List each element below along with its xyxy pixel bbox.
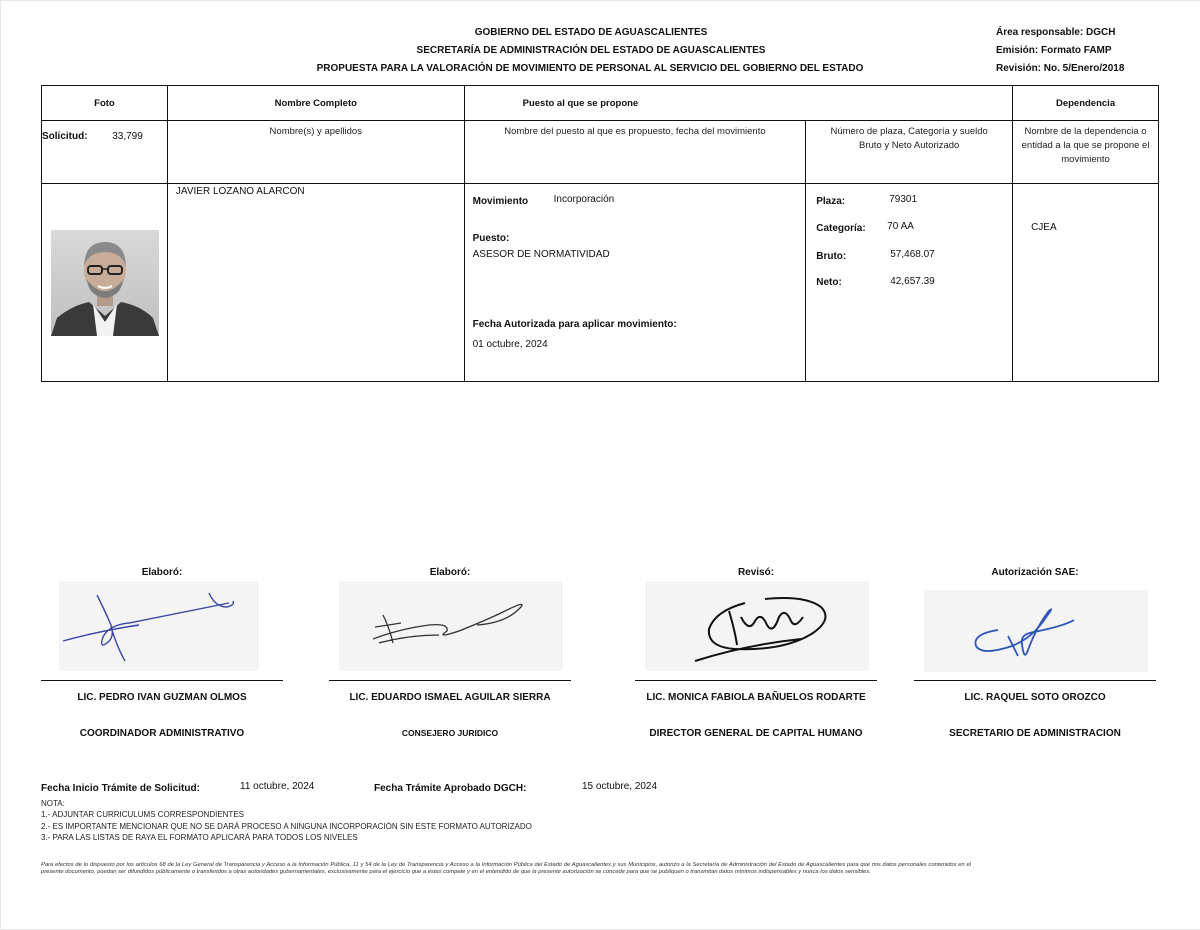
- sig4-role: SECRETARIO DE ADMINISTRACION: [949, 728, 1121, 739]
- header-line-1: GOBIERNO DEL ESTADO DE AGUASCALIENTES: [474, 27, 708, 38]
- sig2-line: [329, 680, 571, 681]
- categoria-label: Categoría:: [816, 223, 866, 234]
- header-line-3: PROPUESTA PARA LA VALORACIÓN DE MOVIMIENTO DE PERSONAL AL SERVICIO DEL GOBIERNO DEL ESTADO: [316, 63, 864, 74]
- sig3-role: DIRECTOR GENERAL DE CAPITAL HUMANO: [649, 728, 863, 739]
- fecha-inicio-value: 11 octubre, 2024: [240, 781, 315, 792]
- plaza-cell: [806, 184, 1013, 382]
- fecha-autorizada-label: Fecha Autorizada para aplicar movimiento:: [472, 319, 677, 330]
- sig1-line: [41, 680, 283, 681]
- sig1-role: COORDINADOR ADMINISTRATIVO: [79, 728, 245, 739]
- sub-puesto: Nombre del puesto al que es propuesto, fecha del movimiento: [464, 121, 806, 184]
- fecha-inicio-label: Fecha Inicio Trámite de Solicitud:: [41, 783, 200, 794]
- notes-title: NOTA:: [41, 799, 65, 808]
- revision: Revisión: No. 5/Enero/2018: [996, 63, 1125, 74]
- col-foto: Foto: [42, 86, 168, 121]
- sig1-title: Elaboró:: [141, 567, 183, 578]
- emision: Emisión: Formato FAMP: [996, 45, 1112, 56]
- categoria-value: 70 AA: [887, 221, 914, 232]
- sub-dependencia: Nombre de la dependencia o entidad a la que se propone el movimiento: [1013, 121, 1159, 184]
- fecha-aprobado-label: Fecha Trámite Aprobado DGCH:: [374, 783, 527, 794]
- sub-plaza: Número de plaza, Categoría y sueldo Bruto y Neto Autorizado: [806, 121, 1013, 184]
- sig2-role: CONSEJERO JURIDICO: [401, 728, 499, 738]
- plaza-value: 79301: [889, 194, 918, 205]
- sig4-box: [924, 590, 1148, 672]
- proposal-table: [41, 85, 1159, 382]
- signature-3-icon: [645, 581, 869, 671]
- solicitud-value: 33,799: [112, 131, 143, 142]
- sig3-box: [645, 581, 869, 671]
- note-item: 2.- ES IMPORTANTE MENCIONAR QUE NO SE DARÁ PROCESO A NINGUNA INCORPORACIÓN SIN ESTE FORMATO AUTORIZADO: [41, 822, 532, 831]
- bruto-label: Bruto:: [816, 251, 847, 262]
- solicitud-cell: [42, 121, 168, 184]
- legal-text: Para efectos de lo dispuesto por los artículos 68 de la Ley General de Transparencia y Acceso a la Información Pública, 11 y 54 de la Ley de Transparencia y Acceso a la Información Pública del Estado de Aguascalientes y sus Municipios, autorizo a la Secretaría de Administración del Estado de Aguascalientes para que mis datos personales contenidos en el presente documento, puedan ser difundidos públicamente o transferidos a otras autoridades gubernamentales, exclusivamente para el ejercicio que a éstas compete y en el entendido de que la presente autorización se concede para que se publiquen o transmitan datos mínimos indispensables y nunca los datos sensibles.: [41, 862, 971, 875]
- sub-nombre: Nombre(s) y apellidos: [167, 121, 464, 184]
- col-puesto: Puesto al que se propone: [464, 86, 1012, 121]
- sig3-name: LIC. MONICA FABIOLA BAÑUELOS RODARTE: [646, 692, 866, 703]
- nombre-cell: [167, 184, 464, 382]
- photo-cell: [42, 184, 168, 382]
- sig1-name: LIC. PEDRO IVAN GUZMAN OLMOS: [77, 692, 247, 703]
- puesto-label: Puesto:: [472, 233, 510, 244]
- movimiento-label: Movimiento: [472, 196, 529, 207]
- sig3-line: [635, 680, 877, 681]
- col-nombre: Nombre Completo: [167, 86, 464, 121]
- sig2-box: [339, 581, 563, 671]
- note-item: 1.- ADJUNTAR CURRICULUMS CORRESPONDIENTES: [41, 810, 244, 819]
- fecha-autorizada-value: 01 octubre, 2024: [472, 339, 548, 350]
- header-line-2: SECRETARÍA DE ADMINISTRACIÓN DEL ESTADO DE AGUASCALIENTES: [416, 45, 766, 56]
- table-subheader-row: [42, 121, 1159, 184]
- sig3-title: Revisó:: [737, 567, 775, 578]
- movimiento-value: Incorporación: [553, 194, 615, 205]
- note-item: 3.- PARA LAS LISTAS DE RAYA EL FORMATO APLICARÁ PARA TODOS LOS NIVELES: [41, 833, 358, 842]
- sig2-title: Elaboró:: [429, 567, 471, 578]
- sig4-name: LIC. RAQUEL SOTO OROZCO: [964, 692, 1106, 703]
- sig1-box: [59, 581, 259, 671]
- solicitud-label: Solicitud:: [42, 131, 88, 142]
- person-photo-icon: [51, 230, 159, 336]
- dependencia-cell: [1013, 184, 1159, 382]
- sig4-title: Autorización SAE:: [991, 567, 1079, 578]
- plaza-label: Plaza:: [816, 196, 846, 207]
- neto-value: 42,657.39: [890, 276, 935, 287]
- signature-2-icon: [339, 581, 563, 671]
- signature-4-icon: [924, 590, 1148, 672]
- sig4-line: [914, 680, 1156, 681]
- signature-1-icon: [59, 581, 259, 671]
- nombre-value: JAVIER LOZANO ALARCON: [175, 186, 305, 197]
- sig2-name: LIC. EDUARDO ISMAEL AGUILAR SIERRA: [349, 692, 551, 703]
- bruto-value: 57,468.07: [890, 249, 935, 260]
- record-row: [42, 184, 1159, 382]
- table-header-row: [42, 86, 1159, 121]
- puesto-cell: [464, 184, 806, 382]
- area-responsable: Área responsable: DGCH: [996, 27, 1116, 38]
- dependencia-value: CJEA: [1031, 222, 1057, 233]
- fecha-aprobado-value: 15 octubre, 2024: [582, 781, 658, 792]
- col-dependencia: Dependencia: [1013, 86, 1159, 121]
- neto-label: Neto:: [816, 277, 842, 288]
- puesto-value: ASESOR DE NORMATIVIDAD: [472, 249, 610, 260]
